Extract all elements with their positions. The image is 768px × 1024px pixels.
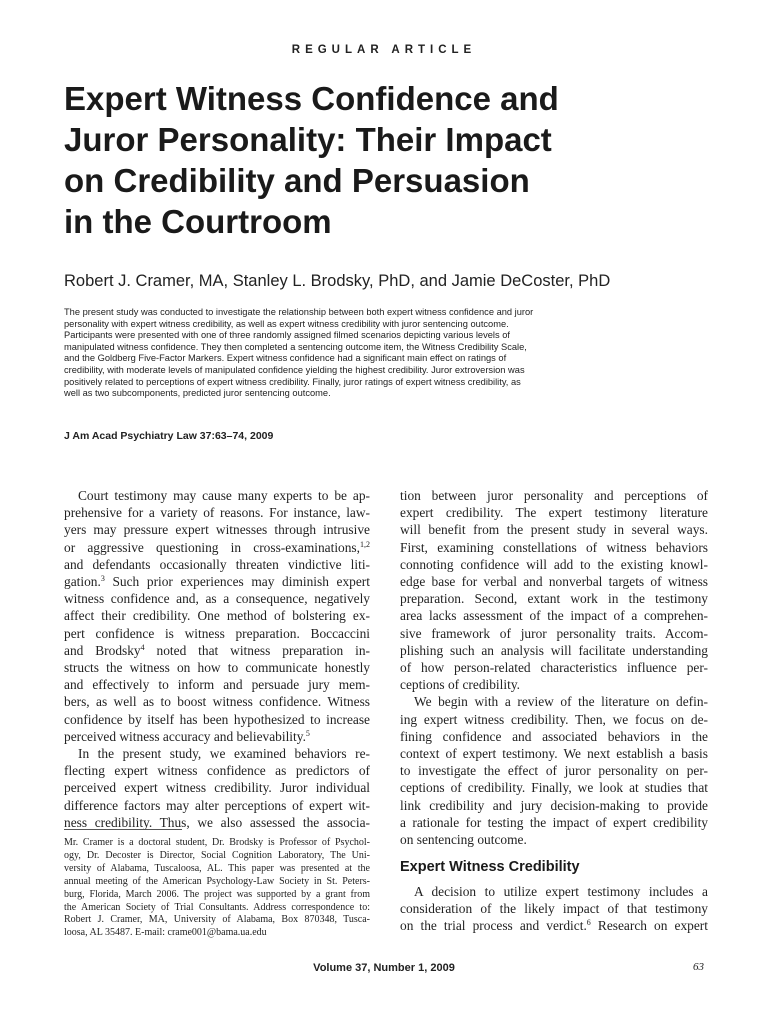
article-title <box>64 78 704 242</box>
footnote-line: Robert J. Cramer, MA, University of Alabama, Box 870348, Tusca- <box>64 914 370 926</box>
body-line: structs the witness on how to communicate honestly <box>64 660 370 676</box>
right-column-continued <box>400 883 708 935</box>
article-type-kicker: REGULAR ARTICLE <box>291 44 477 56</box>
right-column <box>400 487 708 848</box>
body-text: perceived witness accuracy and believability. <box>64 728 306 744</box>
abstract-line: personality with expert witness credibility, as well as expert witness credibility with juror sentencing outcome. <box>64 318 509 329</box>
body-line: connoting confidence will add to the existing knowl- <box>400 556 708 572</box>
body-line: plishing such an analysis will facilitate understanding <box>400 642 708 658</box>
abstract-line: credibility, with moderate levels of manipulated confidence yielding the highest credibility. Juror extroversion was <box>64 364 525 375</box>
body-line <box>64 728 370 745</box>
body-line: a rationale for testing the impact of expert credibility <box>400 814 708 830</box>
body-line <box>400 917 708 934</box>
body-line: yers may pressure expert witnesses through intrusive <box>64 522 370 538</box>
body-line: bers, as well as to boost witness confidence. Witness <box>64 694 370 710</box>
body-line: prehensive for a variety of reasons. For instance, law- <box>64 505 370 521</box>
body-line <box>64 573 370 590</box>
reference-superscript[interactable]: 4 <box>140 642 145 652</box>
body-line: A decision to utilize expert testimony includes a <box>414 884 708 899</box>
body-line: Court testimony may cause many experts to be ap- <box>78 488 370 503</box>
body-line: In the present study, we examined behaviors re- <box>78 746 370 762</box>
body-line: consideration of the likely impact of that testimony <box>400 901 708 917</box>
body-line: will benefit from the present study in several ways. <box>400 522 708 538</box>
abstract-line: Participants were presented with one of three randomly assigned filmed scenarios depicting various levels of <box>64 330 510 341</box>
body-line: of how person-related characteristics influence per- <box>400 660 708 676</box>
footnote-line: loosa, AL 35487. E-mail: crame001@bama.ua.edu <box>64 927 267 939</box>
body-line: area lacks assessment of the impact of a comprehen- <box>400 608 708 624</box>
body-line: to investigate the effect of juror personality on per- <box>400 763 708 779</box>
abstract-line: manipulated witness confidence. They then completed a sentencing outcome item, the Witness Credibility Scale, <box>64 341 527 352</box>
footnote-line: annual meeting of the American Psychology-Law Society in St. Peters- <box>64 875 370 887</box>
body-line: confidence by itself has been hypothesized to increase <box>64 711 370 727</box>
body-line <box>64 539 370 556</box>
body-line: We begin with a review of the literature on defin- <box>414 694 708 710</box>
body-text: noted that witness preparation in- <box>144 642 370 658</box>
footnote-line: the American Society of Trial Consultants. Address correspondence to: <box>64 901 370 913</box>
body-text: gation. <box>64 574 101 590</box>
journal-citation: J Am Acad Psychiatry Law 37:63–74, 2009 <box>64 430 274 442</box>
title-line: on Credibility and Persuasion <box>64 162 530 199</box>
body-text: Such prior experiences may diminish expert <box>104 574 370 590</box>
body-text: or aggressive questioning in cross-examinations, <box>64 539 360 555</box>
body-line: perceived expert witness credibility. Juror individual <box>64 780 370 796</box>
abstract-line: well as two subcomponents, predicted juror sentencing outcome. <box>64 388 331 399</box>
author-list: Robert J. Cramer, MA, Stanley L. Brodsky, PhD, and Jamie DeCoster, PhD <box>64 272 611 290</box>
title-line: Juror Personality: Their Impact <box>64 121 552 158</box>
body-line: link credibility and jury decision-making to provide <box>400 797 708 813</box>
body-line: difference factors may alter perceptions of expert wit- <box>64 797 370 813</box>
footnote-divider <box>64 829 182 830</box>
body-line: on sentencing outcome. <box>400 832 527 848</box>
footnote-line: ogy, Dr. Decoster is Director, Social Cognition Laboratory, The Uni- <box>64 849 370 861</box>
footnote-line: Mr. Cramer is a doctoral student, Dr. Brodsky is Professor of Psychol- <box>64 837 370 848</box>
reference-superscript[interactable]: 3 <box>100 574 105 584</box>
reference-superscript[interactable]: 6 <box>586 918 591 928</box>
body-line: ceptions of credibility. <box>400 677 520 693</box>
reference-superscript[interactable]: 5 <box>305 728 310 738</box>
title-line: Expert Witness Confidence and <box>64 80 559 117</box>
body-line: witness confidence and, as a consequence, negatively <box>64 591 370 607</box>
body-line: and defendants occasionally threaten vindictive liti- <box>64 556 370 572</box>
body-text: Research on expert <box>590 918 708 934</box>
body-line: ceptions of credibility. Finally, we look at studies that <box>400 780 708 796</box>
body-line: ing expert witness credibility. Then, we focus on de- <box>400 711 708 727</box>
body-line: First, examining constellations of witness behaviors <box>400 539 708 555</box>
body-line <box>64 642 370 659</box>
body-line: ness credibility. Thus, we also assessed the associa- <box>64 814 370 830</box>
section-heading: Expert Witness Credibility <box>400 859 580 875</box>
body-text: and Brodsky <box>64 642 141 658</box>
body-line: sive framework of juror personality traits. Accom- <box>400 625 708 641</box>
left-column <box>64 487 370 831</box>
body-text: on the trial process and verdict. <box>400 918 587 934</box>
abstract-line: positively related to perceptions of expert witness credibility. Finally, juror ratings of expert witness credibility, as <box>64 376 521 387</box>
body-line: affect their credibility. One method of bolstering ex- <box>64 608 370 624</box>
body-line: tion between juror personality and perceptions of <box>400 488 708 503</box>
body-line: edge base for verbal and nonverbal targets of witness <box>400 574 708 590</box>
title-line: in the Courtroom <box>64 203 332 240</box>
body-line: preparation. Second, extant work in the testimony <box>400 591 708 607</box>
body-line: pert confidence is witness preparation. Boccaccini <box>64 625 370 641</box>
page-number: 63 <box>693 961 704 973</box>
author-footnote <box>64 837 370 940</box>
abstract-line: and the Goldberg Five-Factor Markers. Expert witness confidence had a significant main effect on ratings of <box>64 353 507 364</box>
footnote-line: burg, Florida, March 2006. The project was supported by a grant from <box>64 888 370 900</box>
body-line: fining confidence and associated behaviors in the <box>400 728 708 744</box>
reference-superscript[interactable]: 1,2 <box>360 539 370 549</box>
body-line: and effectively to inform and persuade jury mem- <box>64 677 370 693</box>
body-line: context of expert testimony. We next establish a basis <box>400 746 708 762</box>
body-line: flecting expert witness confidence as predictors of <box>64 763 370 779</box>
body-line: expert credibility. The expert testimony literature <box>400 505 708 521</box>
abstract-line: The present study was conducted to investigate the relationship between both expert witness confidence and juror <box>64 307 534 317</box>
volume-footer: Volume 37, Number 1, 2009 <box>313 962 455 974</box>
abstract <box>64 307 708 400</box>
footnote-line: versity of Alabama, Tuscaloosa, AL. This paper was presented at the <box>64 862 370 874</box>
